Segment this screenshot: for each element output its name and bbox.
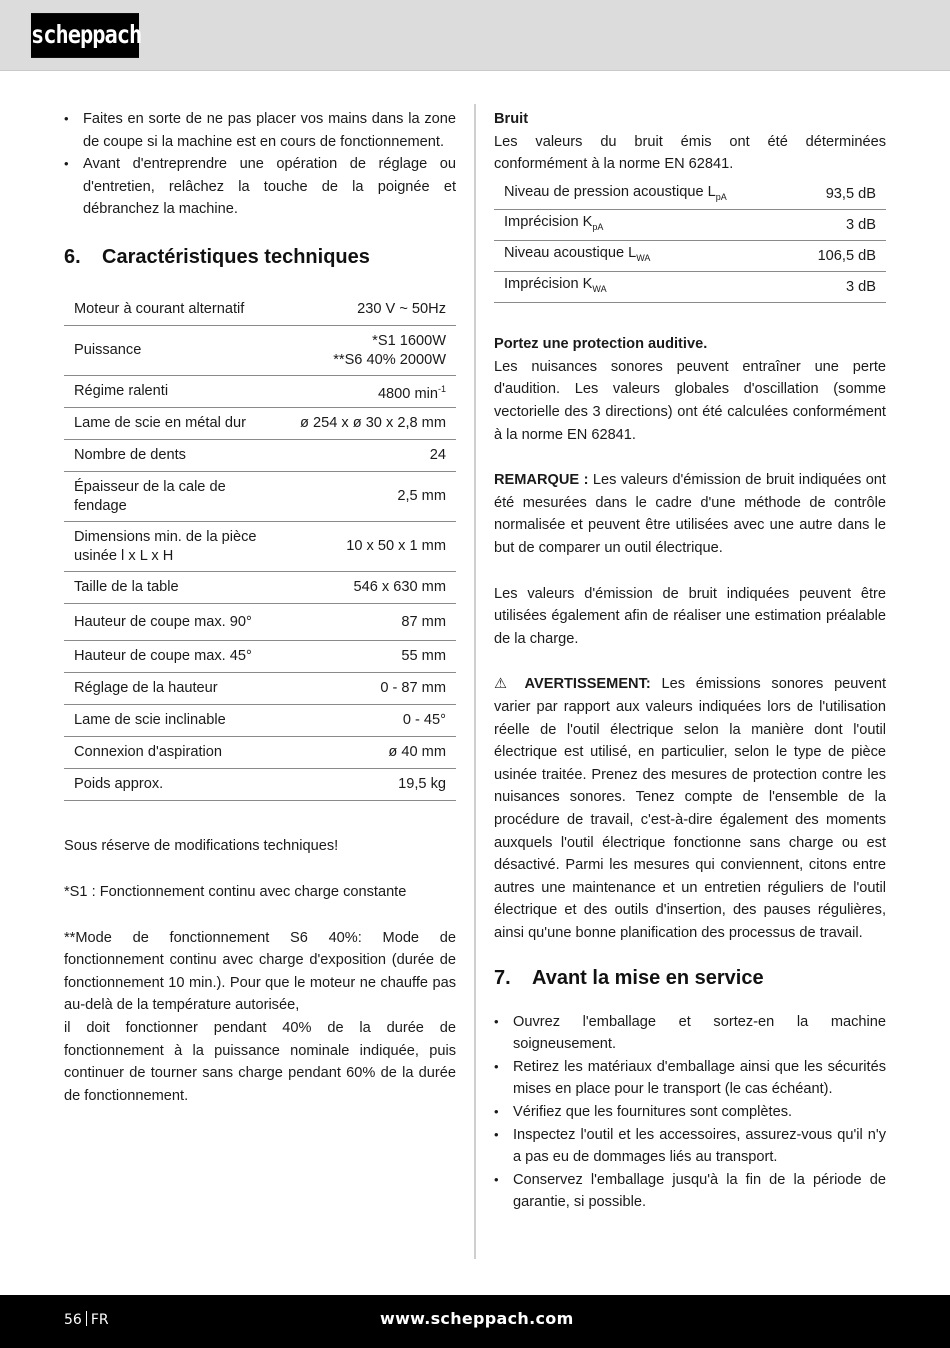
table-row: [64, 408, 456, 440]
spec-value: 55 mm: [274, 641, 456, 673]
list-item: • Ouvrez l'emballage et sortez-en la machine soigneusement.: [494, 1011, 886, 1056]
list-item: • Faites en sorte de ne pas placer vos mains dans la zone de coupe si la machine est en cours de fonctionnement.: [64, 108, 456, 153]
subscript: WA: [592, 284, 607, 295]
table-row: [494, 180, 886, 210]
noise-value: 93,5 dB: [790, 180, 886, 210]
page-footer: [0, 1295, 950, 1348]
noise-label: [494, 180, 790, 210]
spec-value-line: **S6 40% 2000W: [333, 351, 446, 368]
remark-text: Les valeurs d'émission de bruit indiquées ont été mesurées dans le cadre d'une méthode de contrôle normalisée et peuvent être utilisées avec une autre dans le but de comparer un outil électrique.: [494, 472, 886, 557]
table-row: [64, 326, 456, 376]
page-number: 56: [64, 1312, 82, 1328]
remark-label: REMARQUE :: [494, 472, 589, 489]
spec-label: Connexion d'aspiration: [64, 737, 274, 769]
noise-label-text: Imprécision K: [504, 276, 593, 293]
table-row: [64, 769, 456, 801]
table-row: [64, 572, 456, 604]
section-title: Caractéristiques techniques: [102, 245, 370, 268]
spec-label: Lame de scie inclinable: [64, 705, 274, 737]
spec-label: Poids approx.: [64, 769, 274, 801]
spec-label: Hauteur de coupe max. 45°: [64, 641, 274, 673]
separator: [86, 1311, 87, 1326]
page-header: [0, 0, 950, 71]
spec-value: 2,5 mm: [274, 472, 456, 522]
list-item: • Vérifiez que les fournitures sont complètes.: [494, 1101, 886, 1124]
table-row: [494, 241, 886, 272]
spec-label: Puissance: [64, 326, 274, 376]
table-row: [64, 522, 456, 572]
noise-label-text: Imprécision K: [504, 214, 593, 231]
technical-specs-table: [64, 294, 456, 802]
spec-value: ø 254 x ø 30 x 2,8 mm: [274, 408, 456, 440]
scheppach-logo: scheppach: [31, 13, 139, 58]
superscript: -1: [437, 383, 446, 394]
spec-value: 10 x 50 x 1 mm: [274, 522, 456, 572]
spec-label: Dimensions min. de la pièce usinée l x L x H: [64, 522, 274, 572]
list-item: • Retirez les matériaux d'emballage ainsi que les sécurités mises en place pour le transport (le cas échéant).: [494, 1056, 886, 1101]
s6-footnote-continued: il doit fonctionner pendant 40% de la durée de fonctionnement à la puissance nominale indiquée, puis continuer de tourner sans charge pendant 60% de la durée de fonctionnement.: [64, 1020, 456, 1104]
subscript: pA: [592, 222, 604, 233]
spec-value-text: 4800 min: [377, 385, 438, 402]
noise-table: [494, 180, 886, 304]
s1-footnote: *S1 : Fonctionnement continu avec charge constante: [64, 884, 407, 901]
spec-label: Nombre de dents: [64, 440, 274, 472]
spec-value: 546 x 630 mm: [274, 572, 456, 604]
spec-label: Taille de la table: [64, 572, 274, 604]
table-row: [64, 737, 456, 769]
language-code: FR: [90, 1312, 109, 1328]
noise-label: [494, 272, 790, 303]
estimation-paragraph: Les valeurs d'émission de bruit indiquées peuvent être utilisées également afin de réaliser une estimation préalable de la charge.: [494, 585, 886, 647]
left-column: [64, 108, 456, 1107]
section-6-heading: [64, 244, 456, 270]
table-row: [64, 376, 456, 408]
subscript: WA: [636, 253, 651, 264]
spec-value: 0 - 45°: [274, 705, 456, 737]
table-row: [64, 294, 456, 326]
s6-footnote: **Mode de fonctionnement S6 40%: Mode de fonctionnement continu avec charge d'exposition (durée de fonctionnement 10 min.). Pour que le moteur ne chauffe pas au-delà de la température autorisée,: [64, 929, 456, 1014]
safety-bullet-list: [64, 108, 456, 221]
website-link[interactable]: www.scheppach.com: [380, 1309, 574, 1328]
table-row: [64, 440, 456, 472]
spec-value: [274, 326, 456, 376]
spec-value: 0 - 87 mm: [274, 673, 456, 705]
noise-label: [494, 210, 790, 241]
list-item: • Conservez l'emballage jusqu'à la fin de la période de garantie, si possible.: [494, 1169, 886, 1214]
spec-value: ø 40 mm: [274, 737, 456, 769]
table-row: [64, 604, 456, 641]
section-title: Avant la mise en service: [532, 966, 764, 989]
noise-label-text: Niveau acoustique L: [504, 245, 637, 262]
spec-label: Épaisseur de la cale de fendage: [64, 472, 274, 522]
spec-value-line: *S1 1600W: [372, 332, 446, 349]
commissioning-bullet-list: [494, 1011, 886, 1214]
table-row: [64, 705, 456, 737]
spec-value: 19,5 kg: [274, 769, 456, 801]
noise-title: Bruit: [494, 111, 529, 127]
warning-text: Les émissions sonores peuvent varier par rapport aux valeurs indiquées lors de l'utilisation réelle de l'outil électrique selon la manière dont l'outil électrique est utilisé, en particulier, selon le type de pièce usinée traitée. Prenez des mesures de protection contre les nuisances sonores. Tenez compte de l'ensemble de la procédure de travail, c'est-à-dire également des moments auxquels l'outil électrique fonctionne sans charge ou est désactivé. Parmi les mesures qui conviennent, citons entre autres une maintenance et un entretien réguliers de l'outil électrique et des outils d'insertion, des pauses régulières, ainsi qu'une bonne planification des processus de travail.: [494, 676, 886, 941]
noise-intro: Les valeurs du bruit émis ont été déterminées conformément à la norme EN 62841.: [494, 133, 886, 173]
noise-value: 3 dB: [790, 272, 886, 303]
subscript: pA: [715, 191, 727, 202]
table-row: [64, 673, 456, 705]
spec-value: 230 V ~ 50Hz: [274, 294, 456, 326]
column-divider: [474, 104, 476, 1259]
hearing-protection-title: Portez une protection auditive.: [494, 336, 708, 353]
remark-paragraph: [494, 469, 886, 559]
warning-paragraph: [494, 673, 886, 944]
spec-value: 87 mm: [274, 604, 456, 641]
spec-label: Moteur à courant alternatif: [64, 294, 274, 326]
spec-label: Réglage de la hauteur: [64, 673, 274, 705]
warning-label: AVERTISSEMENT:: [524, 676, 651, 693]
spec-value: 24: [274, 440, 456, 472]
spec-label: Lame de scie en métal dur: [64, 408, 274, 440]
table-row: [64, 641, 456, 673]
spec-label: Hauteur de coupe max. 90°: [64, 604, 274, 641]
section-7-heading: [494, 965, 886, 991]
noise-label: [494, 241, 790, 272]
list-item: • Inspectez l'outil et les accessoires, assurez-vous qu'il n'y a pas eu de dommages liés au transport.: [494, 1124, 886, 1169]
right-column: [494, 108, 886, 1214]
reserve-note: Sous réserve de modifications techniques!: [64, 838, 339, 855]
warning-triangle-icon: ⚠: [494, 676, 514, 693]
spec-label: Régime ralenti: [64, 376, 274, 408]
spec-value: [274, 376, 456, 408]
section-number: 7.: [494, 966, 511, 989]
table-row: [494, 210, 886, 241]
page-indicator: [64, 1311, 109, 1328]
hearing-protection-text: Les nuisances sonores peuvent entraîner une perte d'audition. Les valeurs globales d'oscillation (somme vectorielle des 3 directions) ont été calculées conformément à la norme EN 62841.: [494, 358, 886, 443]
table-row: [64, 472, 456, 522]
list-item: • Avant d'entreprendre une opération de réglage ou d'entretien, relâchez la touche de la poignée et débranchez la machine.: [64, 153, 456, 221]
noise-value: 3 dB: [790, 210, 886, 241]
section-number: 6.: [64, 245, 81, 268]
noise-label-text: Niveau de pression acoustique L: [504, 183, 716, 200]
table-row: [494, 272, 886, 303]
noise-value: 106,5 dB: [790, 241, 886, 272]
